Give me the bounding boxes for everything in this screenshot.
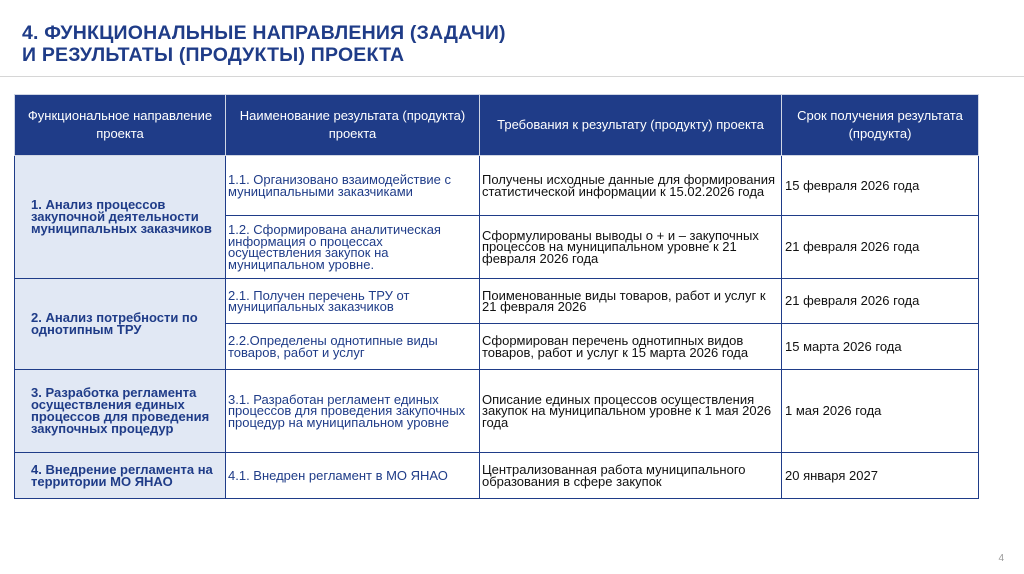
- table-header-row: [15, 95, 979, 156]
- result-cell: 1.1. Организовано взаимодействие с муниципальными заказчиками: [226, 156, 480, 216]
- deadline-cell: 21 февраля 2026 года: [782, 279, 979, 324]
- deadline-cell: 1 мая 2026 года: [782, 370, 979, 453]
- requirement-cell: Поименованные виды товаров, работ и услуг к 21 февраля 2026: [480, 279, 782, 324]
- result-cell: 3.1. Разработан регламент единых процессов для проведения закупочных процедур на муниципальном уровне: [226, 370, 480, 453]
- requirement-cell: Централизованная работа муниципального образования в сфере закупок: [480, 453, 782, 499]
- table-row: [15, 156, 979, 216]
- deadline-cell: 15 марта 2026 года: [782, 324, 979, 370]
- requirement-cell: Сформирован перечень однотипных видов товаров, работ и услуг к 15 марта 2026 года: [480, 324, 782, 370]
- direction-cell: 3. Разработка регламента осуществления единых процессов для проведения закупочных процедур: [15, 370, 226, 453]
- title-divider: [0, 76, 1024, 77]
- direction-cell: 4. Внедрение регламента на территории МО ЯНАО: [15, 453, 226, 499]
- column-header-requirement: Требования к результату (продукту) проекта: [480, 95, 782, 156]
- table-row: [15, 453, 979, 499]
- project-results-table: [14, 94, 979, 499]
- direction-cell: 2. Анализ потребности по однотипным ТРУ: [15, 279, 226, 370]
- column-header-result: Наименование результата (продукта) проекта: [226, 95, 480, 156]
- result-cell: 1.2. Сформирована аналитическая информация о процессах осуществления закупок на муниципальном уровне.: [226, 216, 480, 279]
- table-row: [15, 370, 979, 453]
- page-number: 4: [998, 553, 1004, 564]
- page-title-line-1: 4. ФУНКЦИОНАЛЬНЫЕ НАПРАВЛЕНИЯ (ЗАДАЧИ): [22, 22, 506, 44]
- column-header-deadline: Срок получения результата (продукта): [782, 95, 979, 156]
- table-row: [15, 279, 979, 324]
- result-cell: 2.2.Определены однотипные виды товаров, работ и услуг: [226, 324, 480, 370]
- result-cell: 4.1. Внедрен регламент в МО ЯНАО: [226, 453, 480, 499]
- requirement-cell: Сформулированы выводы о + и – закупочных процессов на муниципальном уровне к 21 февраля 2026 года: [480, 216, 782, 279]
- deadline-cell: 20 января 2027: [782, 453, 979, 499]
- column-header-direction: Функциональное направление проекта: [15, 95, 226, 156]
- requirement-cell: Описание единых процессов осуществления закупок на муниципальном уровне к 1 мая 2026 года: [480, 370, 782, 453]
- page-title: [22, 22, 506, 66]
- direction-cell: 1. Анализ процессов закупочной деятельности муниципальных заказчиков: [15, 156, 226, 279]
- requirement-cell: Получены исходные данные для формирования статистической информации к 15.02.2026 года: [480, 156, 782, 216]
- page-title-line-2: И РЕЗУЛЬТАТЫ (ПРОДУКТЫ) ПРОЕКТА: [22, 44, 405, 66]
- deadline-cell: 21 февраля 2026 года: [782, 216, 979, 279]
- deadline-cell: 15 февраля 2026 года: [782, 156, 979, 216]
- result-cell: 2.1. Получен перечень ТРУ от муниципальных заказчиков: [226, 279, 480, 324]
